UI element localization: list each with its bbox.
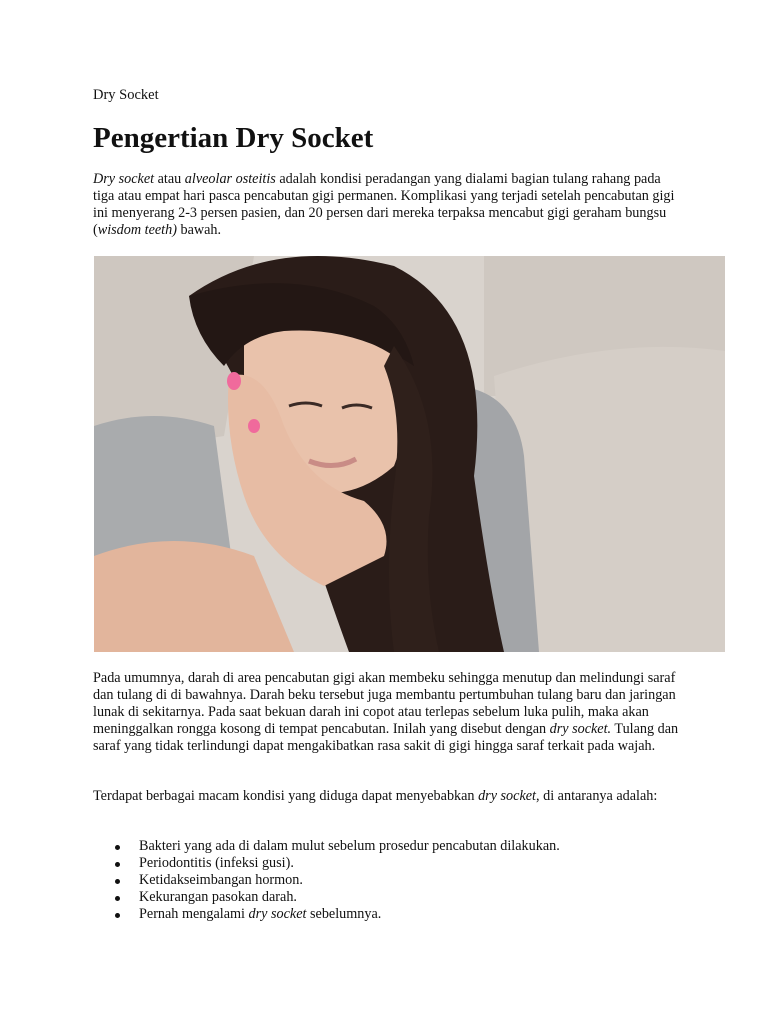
term-dry-socket-4: dry socket [248,906,307,922]
bullet-icon [115,896,120,901]
intro-text-3: bawah. [176,222,222,238]
list-item: Kekurangan pasokan darah. [93,889,560,906]
term-dry-socket-3: dry socket [478,788,536,804]
causes-text-2: , di antaranya adalah: [536,788,658,804]
list-item: Ketidakseimbangan hormon. [93,872,560,889]
list-item: Bakteri yang ada di dalam mulut sebelum prosedur pencabutan dilakukan. [93,838,560,855]
woman-toothache-photo [94,256,725,652]
causes-intro-paragraph [93,788,683,805]
list-item: Pernah mengalami dry socket sebelumnya. [93,906,560,923]
page-title: Pengertian Dry Socket [93,122,374,154]
explanation-text-1: Pada umumnya, darah di area pencabutan gigi akan membeku sehingga menutup dan melindungi saraf dan tulang di di bawahnya. Darah beku tersebut juga membantu pertumbuhan tulang baru dan jaringan lunak di sekitarnya. Pada saat bekuan darah ini copot atau terlepas sebelum luka pulih, maka akan meninggalkan rongga kosong di tempat pencabutan. Inilah yang disebut dengan [93,670,676,737]
term-dry-socket: Dry socket [93,171,155,187]
explanation-paragraph [93,670,693,755]
causes-list [93,838,560,923]
causes-text-1: Terdapat berbagai macam kondisi yang diduga dapat menyebabkan [93,788,479,804]
bullet-icon [115,913,120,918]
explanation-text-2: Tulang dan saraf yang tidak terlindungi dapat mengakibatkan rasa sakit di gigi hingga saraf terkait pada wajah. [93,721,679,754]
bullet-icon [115,879,120,884]
intro-paragraph [93,171,683,239]
photo-illustration [94,256,725,652]
intro-text-2: adalah kondisi peradangan yang dialami bagian tulang rahang pada tiga atau empat hari pasca pencabutan gigi permanen. Komplikasi yang terjadi setelah pencabutan gigi ini menyerang 2-3 persen pasien, dan 20 persen dari mereka terpaksa mencabut gigi geraham bungsu ( [93,171,675,238]
term-dry-socket-2: dry socket. [549,721,612,737]
bullet-icon [115,845,120,850]
bullet-icon [115,862,120,867]
document-header: Dry Socket [93,87,159,103]
intro-text-1: atau [154,171,185,187]
term-alveolar-osteitis: alveolar osteitis [184,171,276,187]
term-wisdom-teeth: wisdom teeth) [97,222,177,238]
list-item: Periodontitis (infeksi gusi). [93,855,560,872]
